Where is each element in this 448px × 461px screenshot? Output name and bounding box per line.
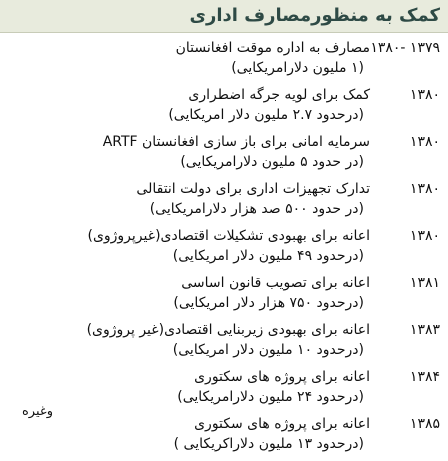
entry-description: سرمایه امانی برای باز سازی افغانستان ARTF: [102, 134, 370, 150]
title-bar: [0, 0, 448, 33]
list-item: [4, 273, 440, 313]
entry-year: ۱۳۸۴: [409, 369, 440, 385]
list-item: [4, 179, 440, 219]
entry-description: اعانه برای تصویب قانون اساسی: [181, 275, 370, 291]
entry-body: [4, 226, 370, 266]
entry-body: [4, 414, 370, 454]
entry-description: اعانه برای بهبودی تشکیلات اقتصادی(غیرپروژوی): [87, 228, 370, 244]
list-item: [4, 367, 440, 407]
entry-amount: (درحدود ۷۵۰ هزار دلار امریکایی): [173, 295, 364, 311]
entry-year: ۱۳۸۳: [409, 322, 440, 338]
entry-description: کمک برای لویه جرگه اضطراری: [188, 87, 370, 103]
entry-amount: (درحدود ۱۰ ملیون دلار امریکایی): [172, 342, 364, 358]
entry-amount: (در حدود ۵ ملیون دلارامریکایی): [180, 154, 364, 170]
entry-amount: (درحدود ۱۳ ملیون دلاراکریکایی ): [173, 436, 364, 452]
entry-amount: (درحدود ۴۹ ملیون دلار امریکایی): [172, 248, 364, 264]
entry-amount: (درحدود ۲۴ ملیون دلارامریکایی): [177, 389, 364, 405]
list-item: [4, 320, 440, 360]
entry-body: [4, 38, 370, 78]
entry-body: [4, 132, 370, 172]
entry-description: اعانه برای بهبودی زیربنایی اقتصادی(غیر پروژوی): [86, 322, 370, 338]
entry-amount: (۱ ملیون دلارامریکایی): [231, 60, 364, 76]
entry-year: ۱۳۸۱: [409, 275, 440, 291]
entry-description: تدارک تجهیزات اداری برای دولت انتقالی: [136, 181, 370, 197]
footer-etc: وغیره: [22, 404, 53, 419]
entry-description: مصارف به اداره موقت افغانستان: [175, 40, 370, 56]
entry-year: ۱۳۸۰: [409, 87, 440, 103]
entry-year: ۱۳۸۰: [409, 134, 440, 150]
entry-year: ۱۳۸۵: [409, 416, 440, 432]
entry-body: [4, 179, 370, 219]
list-item: [4, 226, 440, 266]
entry-body: [4, 85, 370, 125]
entry-description: اعانه برای پروژه های سکتوری: [194, 416, 370, 432]
entry-year: ۱۳۷۹ -۱۳۸۰: [370, 40, 440, 56]
entry-amount: (درحدود ۲.۷ ملیون دلار امریکایی): [168, 107, 364, 123]
page-title: کمک به منظورمصارف اداری: [189, 5, 440, 26]
entry-list: [4, 38, 440, 461]
entry-amount: (در حدود ۵۰۰ صد هزار دلارامریکایی): [149, 201, 364, 217]
entry-description: اعانه برای پروژه های سکتوری: [194, 369, 370, 385]
entry-year: ۱۳۸۰: [409, 228, 440, 244]
list-item: [4, 85, 440, 125]
entry-body: [4, 367, 370, 407]
entry-year: ۱۳۸۰: [409, 181, 440, 197]
entry-body: [4, 320, 370, 360]
list-item: [4, 38, 440, 78]
list-item: [4, 132, 440, 172]
list-item: [4, 414, 440, 454]
entry-body: [4, 273, 370, 313]
